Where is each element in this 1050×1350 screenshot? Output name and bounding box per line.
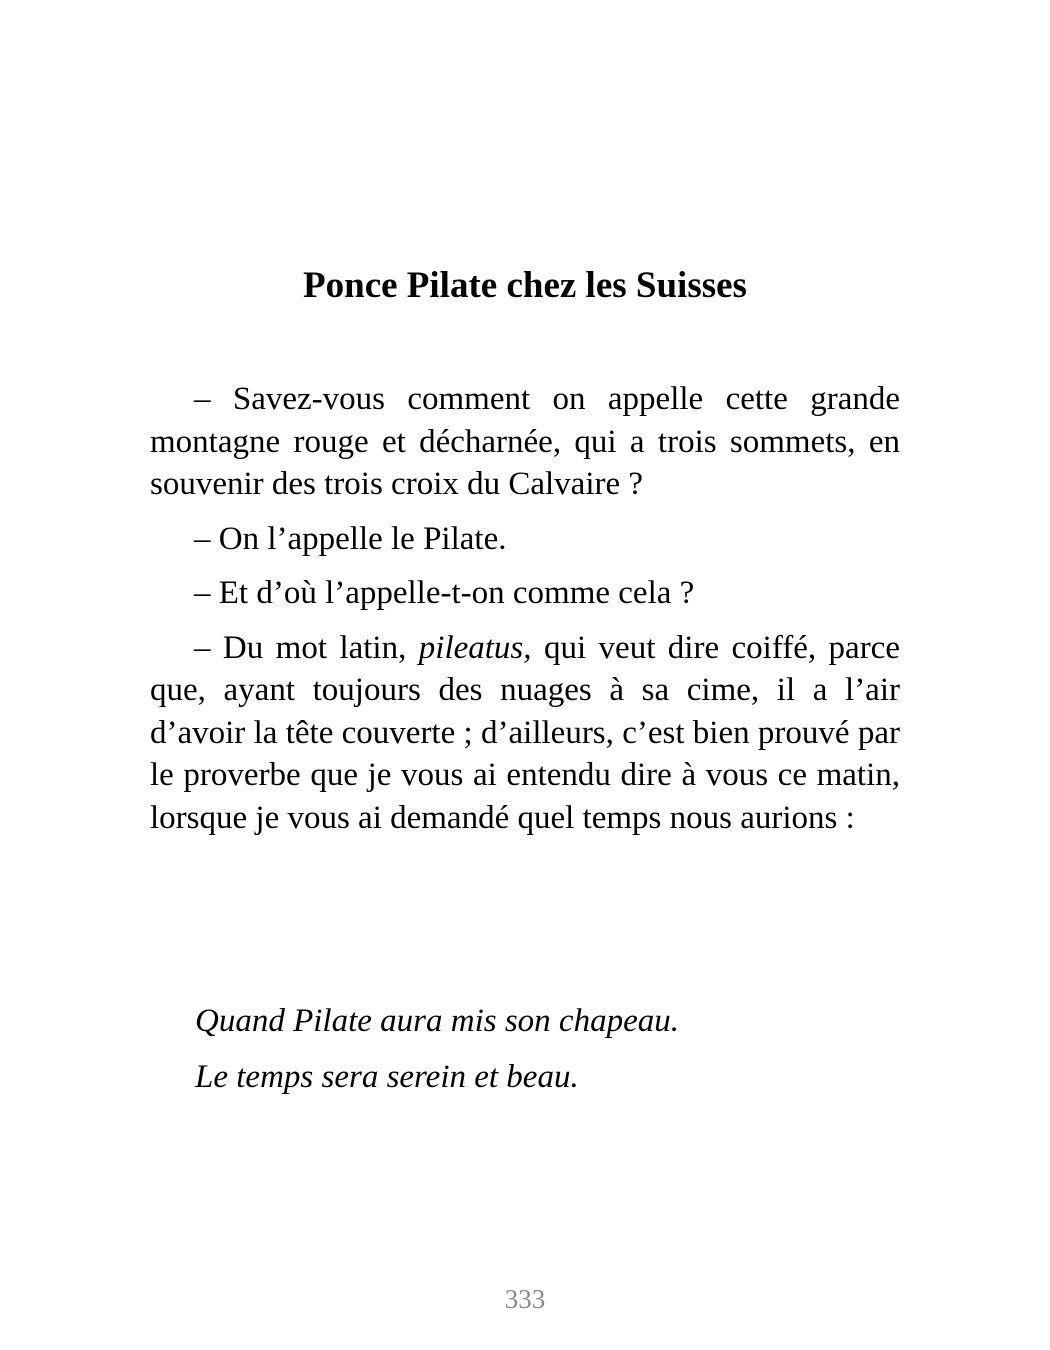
page <box>150 0 900 1350</box>
page-number: 333 <box>504 1284 546 1314</box>
paragraph-4-start: – Du mot latin, <box>194 629 419 666</box>
paragraph-4 <box>150 627 900 840</box>
paragraph-3: – Et d’où l’appelle-t-on comme cela ? <box>194 575 695 611</box>
latin-word: pileatus, <box>418 629 532 666</box>
verse-line-2: Le temps sera serein et beau. <box>195 1058 579 1095</box>
paragraph-1: – Savez-vous comment on appelle cette grande montagne rouge et décharnée, qui a trois sommets, en souvenir des trois croix du Calvaire ? <box>150 381 900 502</box>
paragraph-4-rest: qui veut dire coiffé, parce que, ayant toujours des nuages à sa cime, il a l’air d’avoir la tête couverte ; d’ailleurs, c’est bien prouvé par le proverbe que je vous ai entendu dire à vous ce matin, lorsque je vous ai demandé quel temps nous aurions : <box>150 629 900 836</box>
verse-line-1: Quand Pilate aura mis son chapeau. <box>195 1003 679 1039</box>
chapter-title: Ponce Pilate chez les Suisses <box>303 265 747 306</box>
paragraph-2: – On l’appelle le Pilate. <box>194 520 507 557</box>
body-text <box>150 378 900 851</box>
proverb-verse <box>195 1000 900 1111</box>
